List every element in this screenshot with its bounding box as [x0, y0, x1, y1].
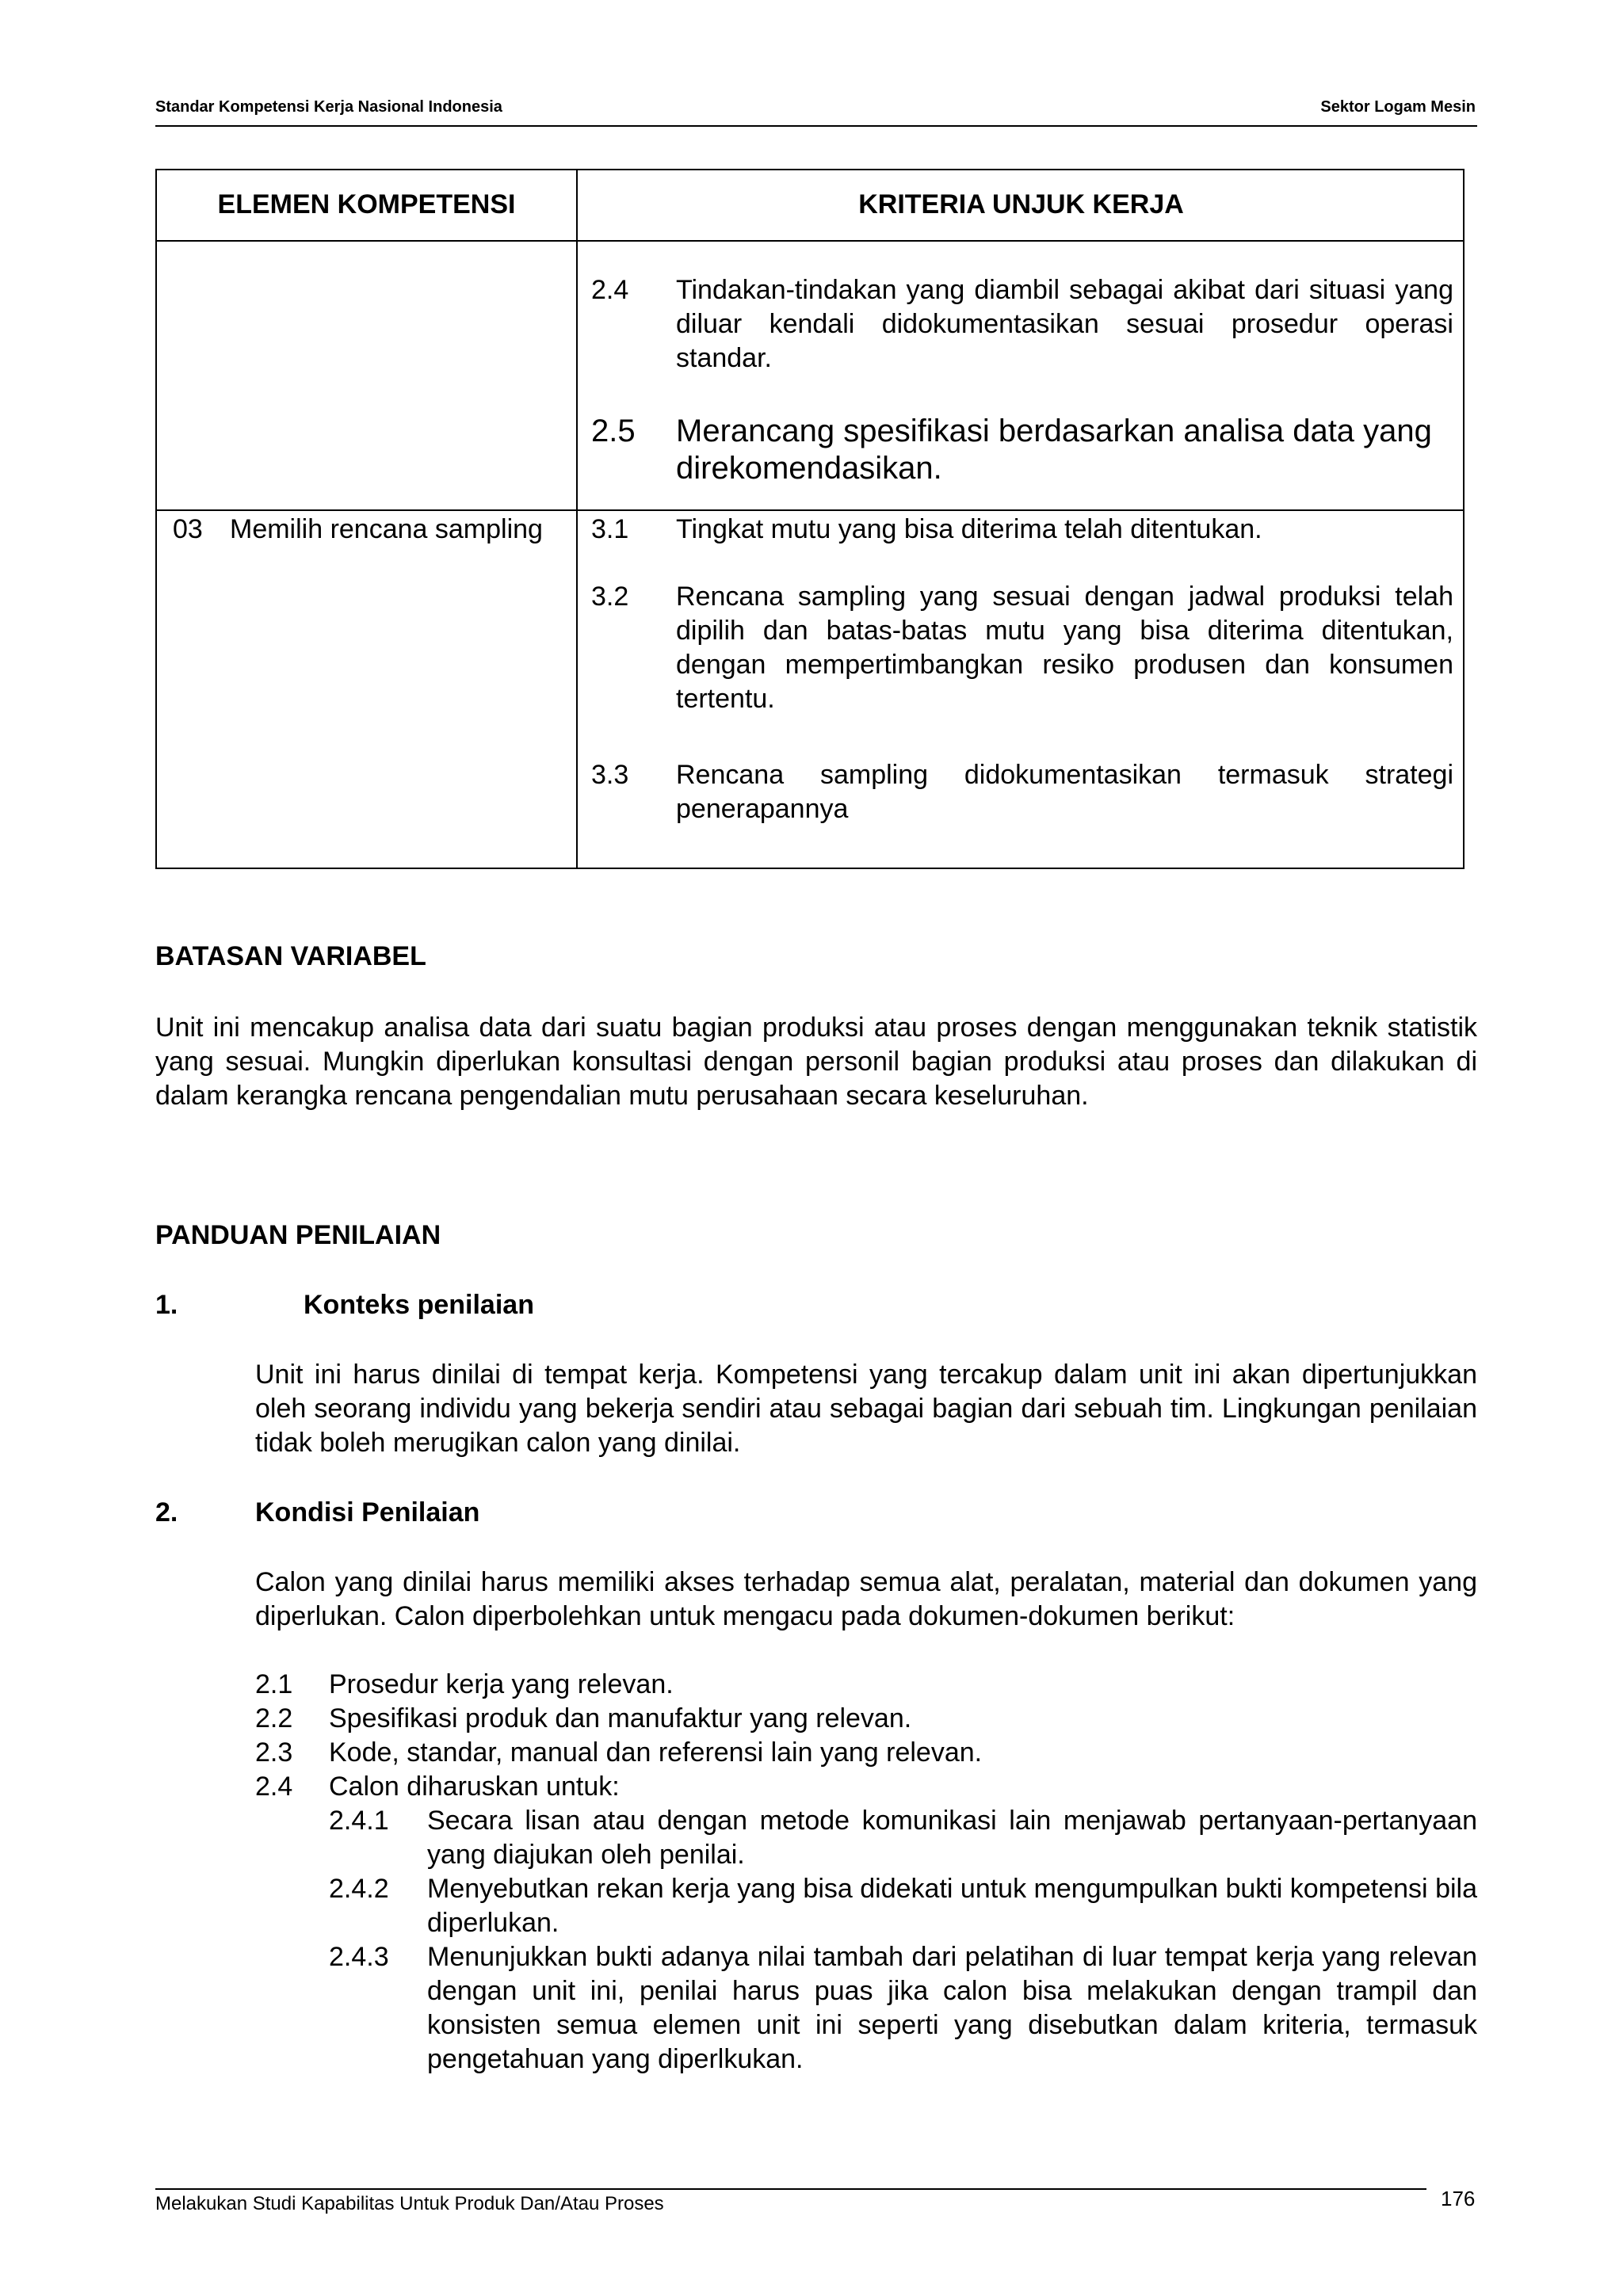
- criteria-item: [591, 273, 1453, 376]
- criteria-text: Rencana sampling didokumentasikan termasuk strategi penerapannya: [676, 760, 1453, 824]
- sub-list-item: [329, 1804, 1477, 1872]
- table-header-kriteria: KRITERIA UNJUK KERJA: [858, 189, 1184, 219]
- header-standard-title: Standar Kompetensi Kerja Nasional Indonesia: [155, 98, 502, 116]
- footer-divider: [155, 2188, 1426, 2190]
- table-column-divider: [576, 170, 578, 868]
- section-2-title: Kondisi Penilaian: [255, 1497, 480, 1527]
- sub-list-item: [329, 1940, 1477, 2077]
- batasan-variabel-heading: BATASAN VARIABEL: [155, 941, 426, 971]
- element-code: 03: [173, 514, 203, 544]
- list-item-text: Kode, standar, manual dan referensi lain yang relevan.: [329, 1737, 983, 1768]
- criteria-item: [591, 758, 1453, 826]
- list-item-number: 2.1: [255, 1669, 293, 1699]
- list-item-number: 2.3: [255, 1737, 293, 1768]
- list-item: [255, 1668, 1477, 1702]
- list-item-text: Prosedur kerja yang relevan.: [329, 1669, 674, 1699]
- sub-list-item-text: Secara lisan atau dengan metode komunikasi lain menjawab pertanyaan-pertanyaan yang diajukan oleh penilai.: [427, 1806, 1477, 1870]
- criteria-item: [591, 580, 1453, 716]
- sub-list-item-number: 2.4.1: [329, 1806, 389, 1836]
- table-row-divider: [157, 509, 1463, 511]
- criteria-number: 2.4: [591, 275, 629, 305]
- criteria-text: Tindakan-tindakan yang diambil sebagai akibat dari situasi yang diluar kendali didokumentasikan sesuai prosedur operasi standar.: [676, 275, 1453, 373]
- footer-unit-title: Melakukan Studi Kapabilitas Untuk Produk Dan/Atau Proses: [155, 2193, 664, 2214]
- competency-table: [155, 169, 1465, 869]
- list-item: [255, 1702, 1477, 1736]
- criteria-number: 2.5: [591, 414, 636, 448]
- section-2-text: Calon yang dinilai harus memiliki akses terhadap semua alat, peralatan, material dan dokumen yang diperlukan. Calon diperbolehkan untuk mengacu pada dokumen-dokumen berikut:: [255, 1567, 1477, 1631]
- criteria-text: Rencana sampling yang sesuai dengan jadwal produksi telah dipilih dan batas-batas mutu yang bisa diterima ditentukan, dengan mempertimbangkan resiko produsen dan konsumen tertentu.: [676, 582, 1453, 714]
- section-1-text: Unit ini harus dinilai di tempat kerja. Kompetensi yang tercakup dalam unit ini akan dipertunjukkan oleh seorang individu yang bekerja sendiri atau sebagai bagian dari sebuah tim. Lingkungan penilaian tidak boleh merugikan calon yang dinilai.: [255, 1360, 1477, 1458]
- criteria-item: [591, 513, 1453, 547]
- list-item: [255, 1736, 1477, 1770]
- criteria-text: Merancang spesifikasi berdasarkan analisa data yang direkomendasikan.: [676, 414, 1432, 486]
- list-item: [255, 1770, 1477, 1804]
- section-1-number: 1.: [155, 1290, 178, 1320]
- element-text: Memilih rencana sampling: [230, 514, 543, 544]
- panduan-penilaian-heading: PANDUAN PENILAIAN: [155, 1220, 441, 1250]
- sub-list-item: [329, 1872, 1477, 1940]
- criteria-text: Tingkat mutu yang bisa diterima telah ditentukan.: [676, 514, 1262, 544]
- sub-list-item-text: Menyebutkan rekan kerja yang bisa didekati untuk mengumpulkan bukti kompetensi bila diperlukan.: [427, 1874, 1477, 1938]
- sub-list-item-text: Menunjukkan bukti adanya nilai tambah dari pelatihan di luar tempat kerja yang relevan dengan unit ini, penilai harus puas jika calon bisa melakukan dengan trampil dan konsisten semua elemen unit ini seperti yang disebutkan dalam kriteria, termasuk pengetahuan yang diperlkukan.: [427, 1942, 1477, 2074]
- batasan-variabel-text: Unit ini mencakup analisa data dari suatu bagian produksi atau proses dengan menggunakan teknik statistik yang sesuai. Mungkin diperlukan konsultasi dengan personil bagian produksi atau proses dan dilakukan di dalam kerangka rencana pengendalian mutu perusahaan secara keseluruhan.: [155, 1013, 1477, 1111]
- page-number: 176: [1441, 2187, 1476, 2210]
- list-item-number: 2.4: [255, 1772, 293, 1802]
- sub-list-item-number: 2.4.2: [329, 1874, 389, 1904]
- list-item-number: 2.2: [255, 1703, 293, 1733]
- criteria-number: 3.1: [591, 514, 629, 544]
- table-header-elemen: ELEMEN KOMPETENSI: [217, 189, 516, 219]
- section-1-title: Konteks penilaian: [304, 1290, 534, 1320]
- sub-list-item-number: 2.4.3: [329, 1942, 389, 1972]
- header-sector: Sektor Logam Mesin: [1320, 98, 1476, 116]
- list-item-text: Spesifikasi produk dan manufaktur yang relevan.: [329, 1703, 912, 1733]
- page-header: [155, 97, 1477, 127]
- criteria-number: 3.2: [591, 582, 629, 612]
- section-2-number: 2.: [155, 1497, 178, 1527]
- list-item-text: Calon diharuskan untuk:: [329, 1772, 620, 1802]
- table-header-divider: [157, 240, 1463, 242]
- criteria-item: [591, 413, 1453, 487]
- element-cell: [173, 513, 561, 547]
- criteria-number: 3.3: [591, 760, 629, 790]
